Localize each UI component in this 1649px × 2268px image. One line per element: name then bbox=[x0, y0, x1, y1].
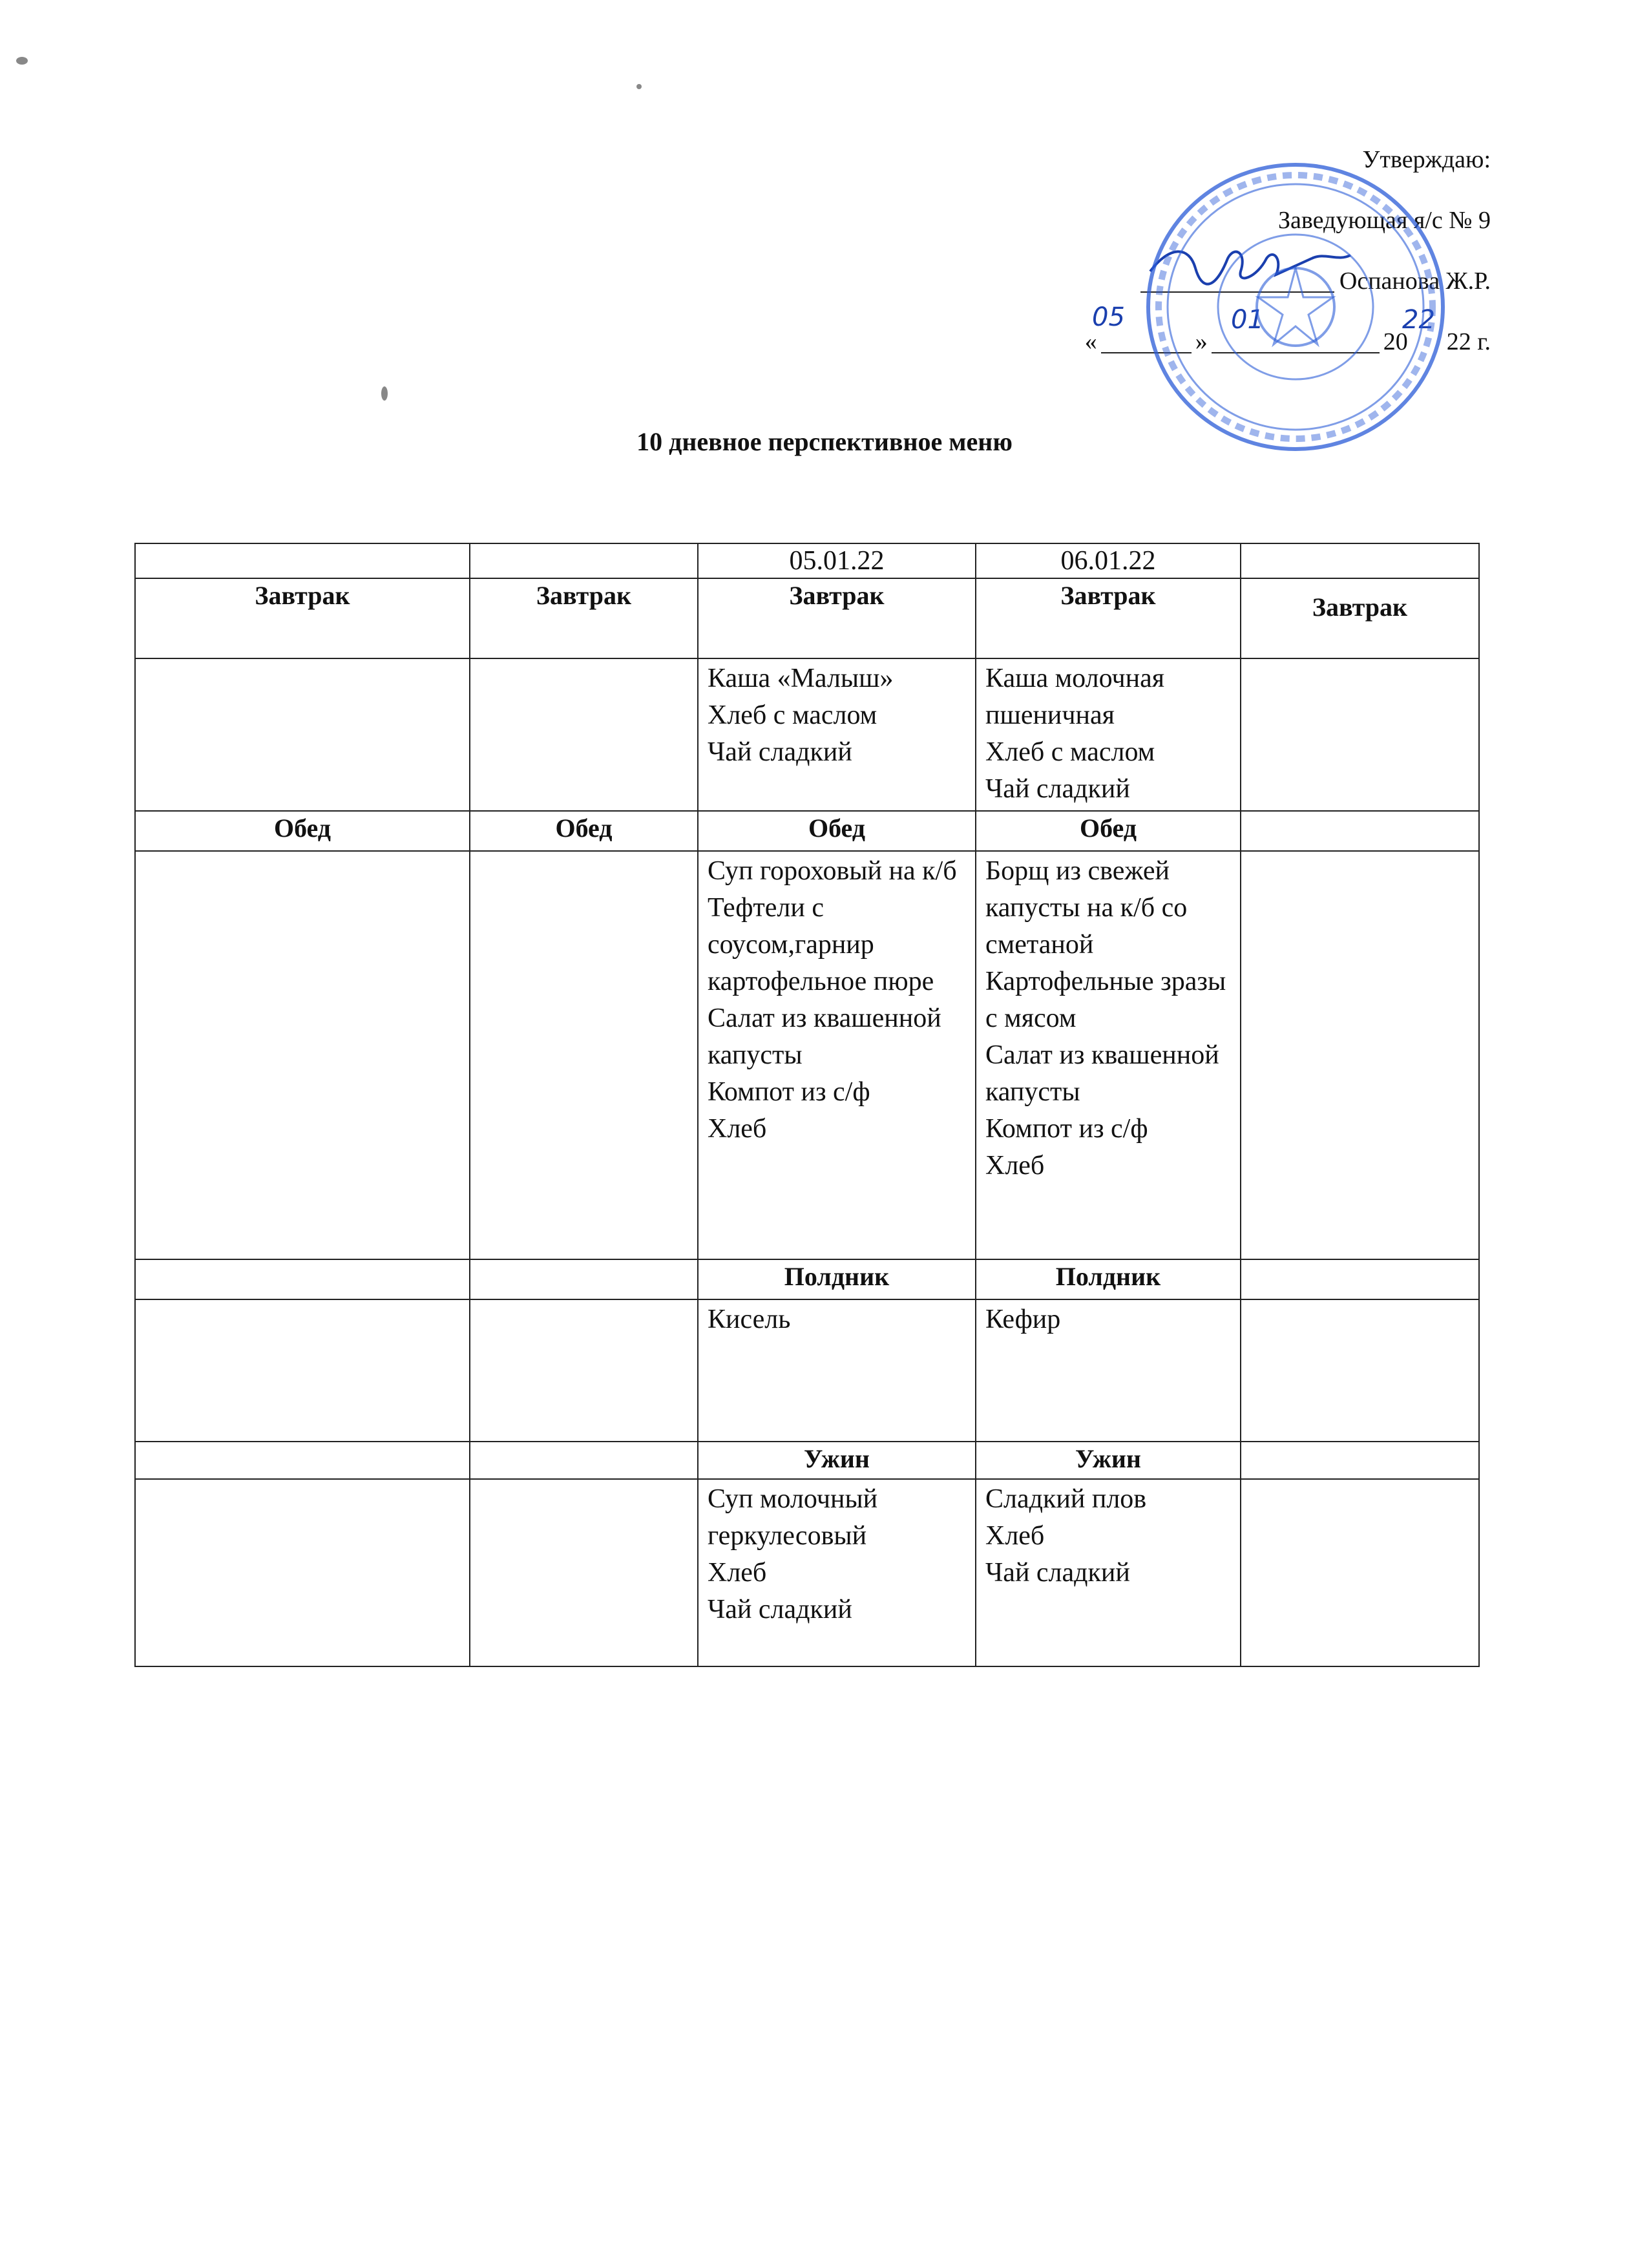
dinner-header-row bbox=[135, 1442, 1479, 1479]
dish-cell: Сладкий плов Хлеб Чай сладкий bbox=[976, 1479, 1241, 1666]
date-cell bbox=[470, 543, 698, 578]
meal-header: Полдник bbox=[976, 1259, 1241, 1299]
dish-cell: Каша молочная пшеничная Хлеб с маслом Чай сладкий bbox=[976, 658, 1241, 811]
dish-cell bbox=[135, 658, 470, 811]
scan-speck bbox=[381, 386, 388, 401]
breakfast-header-row bbox=[135, 578, 1479, 658]
meal-header: Обед bbox=[470, 811, 698, 851]
approval-name: Оспанова Ж.Р. bbox=[1339, 268, 1491, 295]
approval-position: Заведующая я/с № 9 bbox=[1278, 207, 1491, 234]
meal-header: Обед bbox=[976, 811, 1241, 851]
dish-cell: Суп гороховый на к/б Тефтели с соусом,гарнир картофельное пюре Салат из квашенной капусты Компот из с/ф Хлеб bbox=[698, 851, 976, 1259]
date-row bbox=[135, 543, 1479, 578]
dish-cell bbox=[470, 851, 698, 1259]
date-cell bbox=[135, 543, 470, 578]
breakfast-items-row bbox=[135, 658, 1479, 811]
handwritten-year: 22 bbox=[1402, 305, 1435, 335]
page-title: 10 дневное перспективное меню bbox=[636, 427, 1013, 456]
lunch-items-row bbox=[135, 851, 1479, 1259]
meal-header: Ужин bbox=[698, 1442, 976, 1479]
snack-header-row bbox=[135, 1259, 1479, 1299]
meal-header bbox=[470, 1259, 698, 1299]
dish-cell bbox=[470, 658, 698, 811]
handwritten-month: 01 bbox=[1231, 305, 1264, 335]
meal-header: Завтрак bbox=[1241, 578, 1479, 658]
dish-cell: Кисель bbox=[698, 1299, 976, 1442]
meal-header bbox=[135, 1442, 470, 1479]
meal-header: Обед bbox=[698, 811, 976, 851]
handwritten-day: 05 bbox=[1092, 302, 1125, 332]
dish-cell bbox=[135, 1299, 470, 1442]
meal-header: Завтрак bbox=[135, 578, 470, 658]
official-seal-icon bbox=[1140, 158, 1451, 456]
dish-cell bbox=[470, 1479, 698, 1666]
meal-header: Завтрак bbox=[976, 578, 1241, 658]
date-cell: 06.01.22 bbox=[976, 543, 1241, 578]
meal-header bbox=[470, 1442, 698, 1479]
scan-speck bbox=[16, 57, 28, 65]
dish-cell: Каша «Малыш» Хлеб с маслом Чай сладкий bbox=[698, 658, 976, 811]
meal-header: Ужин bbox=[976, 1442, 1241, 1479]
dish-cell bbox=[135, 851, 470, 1259]
meal-header: Обед bbox=[135, 811, 470, 851]
lunch-header-row bbox=[135, 811, 1479, 851]
meal-header bbox=[1241, 811, 1479, 851]
dish-cell: Кефир bbox=[976, 1299, 1241, 1442]
meal-header bbox=[1241, 1442, 1479, 1479]
meal-header: Завтрак bbox=[470, 578, 698, 658]
dish-cell bbox=[135, 1479, 470, 1666]
meal-header: Завтрак bbox=[698, 578, 976, 658]
approval-title: Утверждаю: bbox=[1362, 146, 1491, 173]
date-cell: 05.01.22 bbox=[698, 543, 976, 578]
dish-cell bbox=[1241, 1299, 1479, 1442]
dish-cell bbox=[1241, 1479, 1479, 1666]
meal-header bbox=[135, 1259, 470, 1299]
approval-date-line: « » 20 22 г. bbox=[1084, 328, 1491, 355]
dish-cell bbox=[1241, 851, 1479, 1259]
meal-header bbox=[1241, 1259, 1479, 1299]
scan-speck bbox=[636, 84, 642, 89]
snack-items-row bbox=[135, 1299, 1479, 1442]
dish-cell: Суп молочный геркулесовый Хлеб Чай сладкий bbox=[698, 1479, 976, 1666]
dinner-items-row bbox=[135, 1479, 1479, 1666]
dish-cell bbox=[1241, 658, 1479, 811]
dish-cell bbox=[470, 1299, 698, 1442]
dish-cell: Борщ из свежей капусты на к/б со сметаной Картофельные зразы с мясом Салат из квашенной капусты Компот из с/ф Хлеб bbox=[976, 851, 1241, 1259]
meal-header: Полдник bbox=[698, 1259, 976, 1299]
menu-table bbox=[134, 543, 1480, 1667]
date-cell bbox=[1241, 543, 1479, 578]
